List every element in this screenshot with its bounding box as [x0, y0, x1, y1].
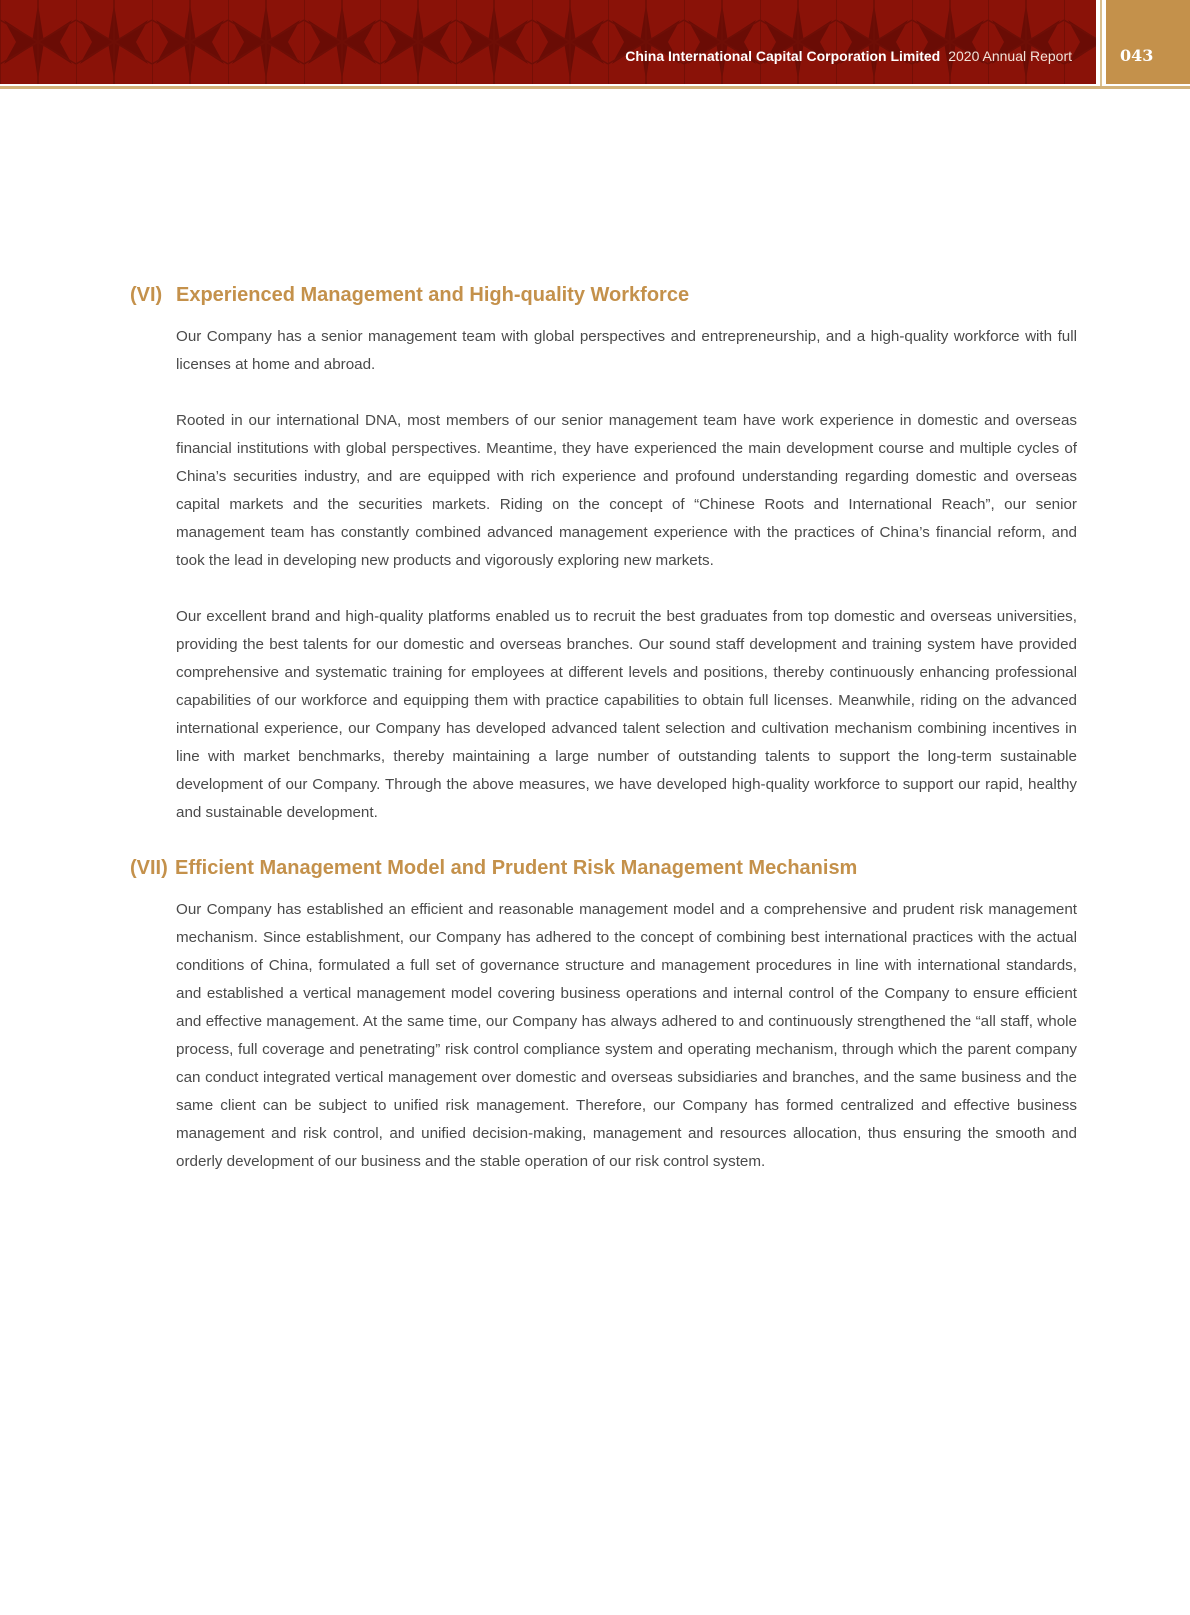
- section-number: (VI): [130, 284, 163, 306]
- company-name: China International Capital Corporation Limited: [625, 48, 941, 64]
- paragraph: Rooted in our international DNA, most members of our senior management team have work experience in domestic and overseas financial institutions with global perspectives. Meantime, they have experienced the main development course and multiple cycles of China’s securities industry, and are equipped with rich experience and profound understanding regarding domestic and overseas capital markets and the securities markets. Riding on the concept of “Chinese Roots and International Reach”, our senior management team has constantly combined advanced management experience with the practices of China’s financial reform, and took the lead in developing new products and vigorously exploring new markets.: [176, 412, 1077, 569]
- paragraph: Our Company has a senior management team with global perspectives and entrepreneurship, and a high-quality workforce with full licenses at home and abroad.: [176, 328, 1077, 373]
- page-number: 043: [1120, 46, 1154, 65]
- header-divider: [1096, 0, 1106, 90]
- header-rule: [0, 86, 1190, 89]
- section-heading-vii: [130, 857, 857, 880]
- section-number: (VII): [130, 857, 168, 879]
- section-title: Experienced Management and High-quality Workforce: [176, 284, 690, 306]
- running-header: [625, 48, 1072, 64]
- paragraph: Our excellent brand and high-quality platforms enabled us to recruit the best graduates from top domestic and overseas universities, providing the best talents for our domestic and overseas branches. Our sound staff development and training system have provided comprehensive and systematic training for employees at different levels and positions, thereby continuously enhancing professional capabilities of our workforce and equipping them with practice capabilities to obtain full licenses. Meanwhile, riding on the advanced international experience, our Company has developed advanced talent selection and cultivation mechanism combining incentives in line with market benchmarks, thereby maintaining a large number of outstanding talents to support the long-term sustainable development of our Company. Through the above measures, we have developed high-quality workforce to support our rapid, healthy and sustainable development.: [176, 608, 1077, 821]
- page-number-box: [1106, 0, 1190, 84]
- paragraph: Our Company has established an efficient and reasonable management model and a comprehensive and prudent risk management mechanism. Since establishment, our Company has adhered to the concept of combining best international practices with the actual conditions of China, formulated a full set of governance structure and management procedures in line with international standards, and established a vertical management model covering business operations and internal control of the Company to ensure efficient and effective management. At the same time, our Company has always adhered to and continuously strengthened the “all staff, whole process, full coverage and penetrating” risk control compliance system and operating mechanism, through which the parent company can conduct integrated vertical management over domestic and overseas subsidiaries and branches, and the same business and the same client can be subject to unified risk management. Therefore, our Company has formed centralized and effective business management and risk control, and unified decision-making, management and resources allocation, thus ensuring the smooth and orderly development of our business and the stable operation of our risk control system.: [176, 901, 1077, 1170]
- header-banner: [0, 0, 1096, 84]
- report-title: 2020 Annual Report: [948, 48, 1072, 64]
- section-heading-vi: [130, 284, 689, 307]
- section-title: Efficient Management Model and Prudent Risk Management Mechanism: [175, 857, 858, 879]
- decorative-pattern: [0, 0, 1096, 84]
